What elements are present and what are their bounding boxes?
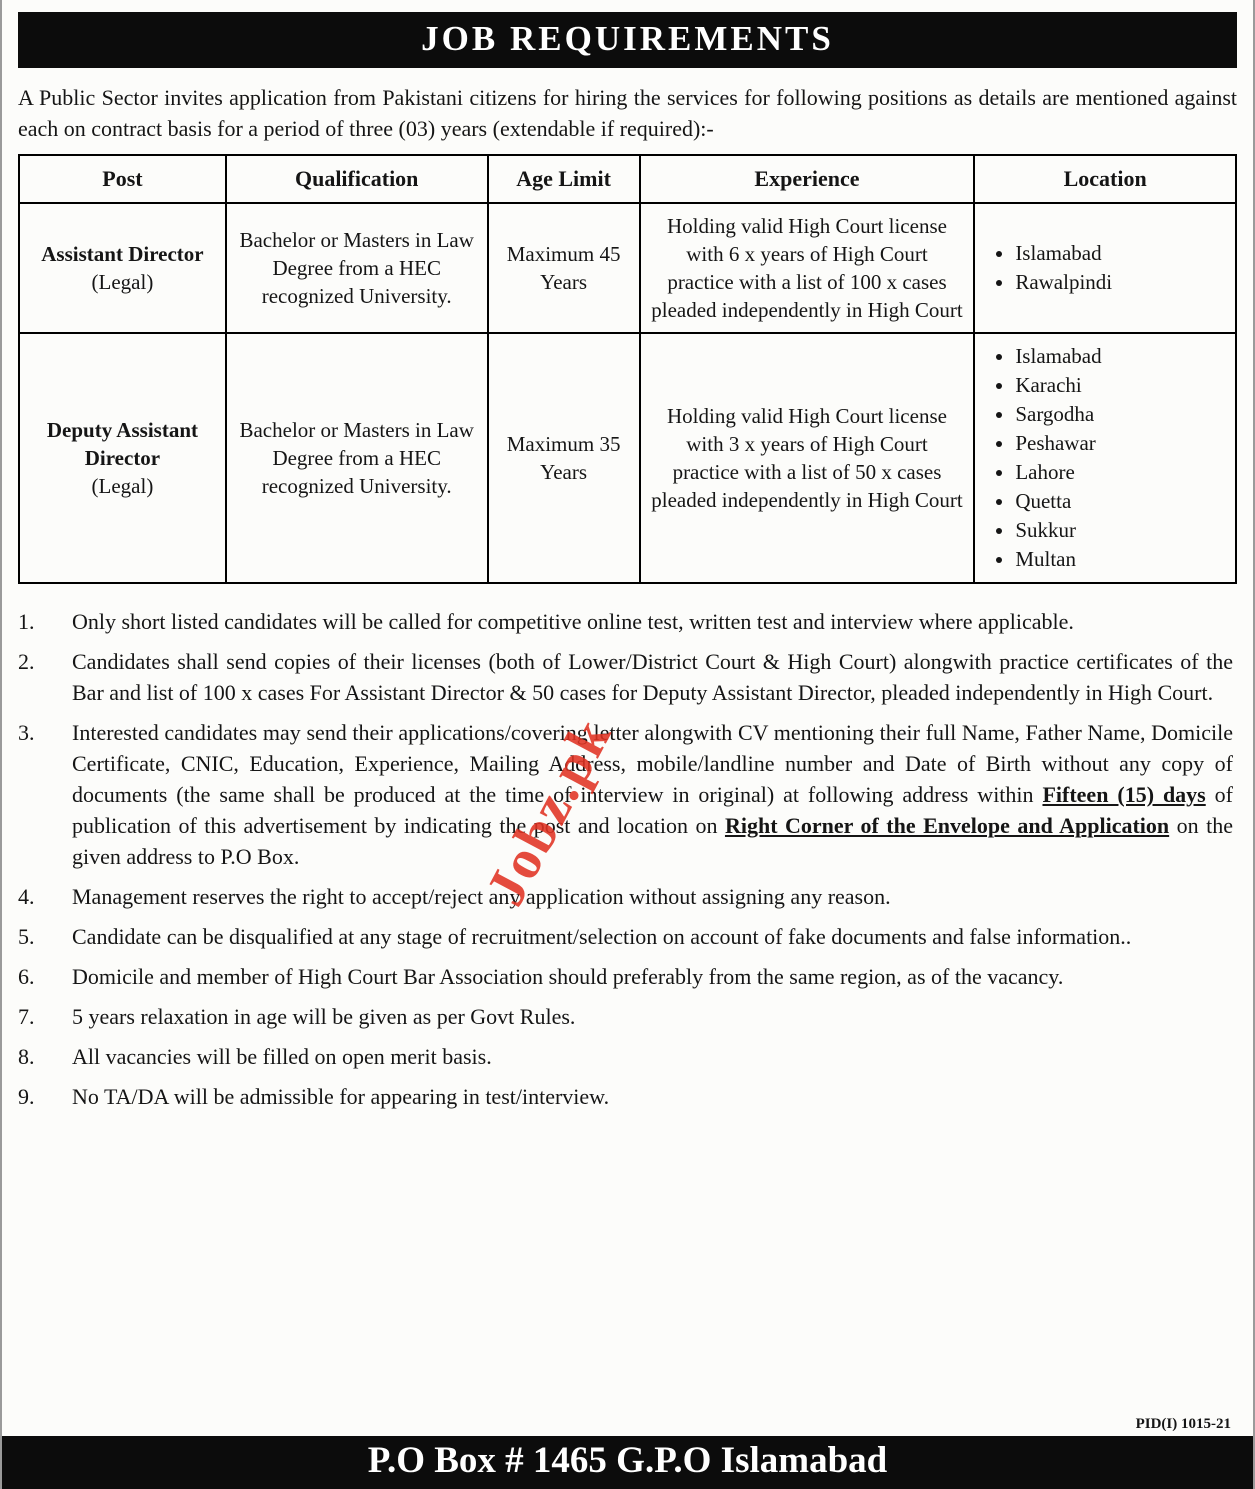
note-item-4 [18,881,1237,912]
col-header-post: Post [19,155,226,203]
note-text: No TA/DA will be admissible for appearing in test/interview. [72,1084,610,1109]
note-text-segment: on the given address to P.O Box. [72,813,1233,869]
note-number: 8. [18,1044,35,1069]
location-item: • Peshawar [1015,429,1225,458]
location-cell [974,203,1236,333]
notes-list [18,606,1237,1112]
location-item: • Islamabad [1015,342,1225,371]
note-item-3 [18,717,1237,872]
intro-paragraph: A Public Sector invites application from Pakistani citizens for hiring the services for following positions as details are mentioned against each on contract basis for a period of three (03) years (extendable if required):- [18,85,1237,141]
table-header-row [19,155,1236,203]
note-text-segment: Interested candidates may send their applications/covering letter alongwith CV mentioning their full Name, Father Name, Domicile Certificate, CNIC, Education, Experience, Mailing Address, mobile/landline number and Date of Birth without any copy of documents (the same shall be produced at the time of interview in original) at following address within [72,720,1233,807]
note-item-9 [18,1081,1237,1112]
location-item: • Rawalpindi [1015,268,1225,297]
post-subtitle: (Legal) [91,474,154,498]
note-text-segment: of publication of this advertisement by indicating the post and location on [72,782,1234,838]
location-list [985,239,1225,297]
location-item: • Karachi [1015,371,1225,400]
post-cell [19,203,226,333]
note-item-7 [18,1001,1237,1032]
location-cell [974,333,1236,583]
note-text-emphasis: Fifteen (15) days [1042,782,1206,807]
age-limit-cell: Maximum 45 Years [488,203,640,333]
note-text: Candidate can be disqualified at any stage of recruitment/selection on account of fake documents and false information.. [72,924,1132,949]
page-title: JOB REQUIREMENTS [18,12,1237,68]
col-header-experience: Experience [640,155,975,203]
location-item: • Islamabad [1015,239,1225,268]
table-row-assistant-director [19,203,1236,333]
col-header-age-limit: Age Limit [488,155,640,203]
post-name: Deputy Assistant Director [46,418,198,470]
note-number: 7. [18,1004,35,1029]
location-item: • Multan [1015,545,1225,574]
note-text [72,717,1237,872]
location-item: • Sukkur [1015,516,1225,545]
location-item: • Lahore [1015,458,1225,487]
experience-cell: Holding valid High Court license with 3 x years of High Court practice with a list of 50 x cases pleaded independently in High Court [640,333,975,583]
jobz-watermark: Jobz.pk [474,707,625,916]
post-subtitle: (Legal) [91,270,154,294]
note-text: All vacancies will be filled on open merit basis. [72,1044,492,1069]
note-number: 1. [18,609,35,634]
jobs-table [18,154,1237,584]
note-item-1 [18,606,1237,637]
note-text: Domicile and member of High Court Bar Association should preferably from the same region, as of the vacancy. [72,964,1064,989]
note-item-5 [18,921,1237,952]
note-number: 3. [18,720,35,745]
post-name: Assistant Director [41,242,204,266]
note-text: 5 years relaxation in age will be given as per Govt Rules. [72,1004,576,1029]
location-item: • Sargodha [1015,400,1225,429]
pid-reference: PID(I) 1015-21 [1135,1416,1231,1432]
col-header-qualification: Qualification [226,155,488,203]
note-number: 6. [18,964,35,989]
note-number: 5. [18,924,35,949]
note-text: Candidates shall send copies of their licenses (both of Lower/District Court & High Court) alongwith practice certificates of the Bar and list of 100 x cases For Assistant Director & 50 cases for Deputy Assistant Director, pleaded independently in High Court. [72,649,1233,705]
experience-cell: Holding valid High Court license with 6 x years of High Court practice with a list of 100 x cases pleaded independently in High Court [640,203,975,333]
post-cell [19,333,226,583]
location-item: • Quetta [1015,487,1225,516]
note-number: 9. [18,1084,35,1109]
po-box-footer: P.O Box # 1465 G.P.O Islamabad [2,1436,1253,1489]
age-limit-cell: Maximum 35 Years [488,333,640,583]
note-item-8 [18,1041,1237,1072]
note-text-emphasis: Right Corner of the Envelope and Application [724,813,1170,838]
note-number: 4. [18,884,35,909]
qualification-cell: Bachelor or Masters in Law Degree from a HEC recognized University. [226,203,488,333]
qualification-cell: Bachelor or Masters in Law Degree from a HEC recognized University. [226,333,488,583]
note-number: 2. [18,649,35,674]
note-text: Only short listed candidates will be called for competitive online test, written test and interview where applicable. [72,609,1074,634]
note-item-2 [18,646,1237,708]
table-row-deputy-assistant-director [19,333,1236,583]
location-list [985,342,1225,574]
col-header-location: Location [974,155,1236,203]
note-text: Management reserves the right to accept/reject any application without assigning any reason. [72,884,891,909]
note-item-6 [18,961,1237,992]
